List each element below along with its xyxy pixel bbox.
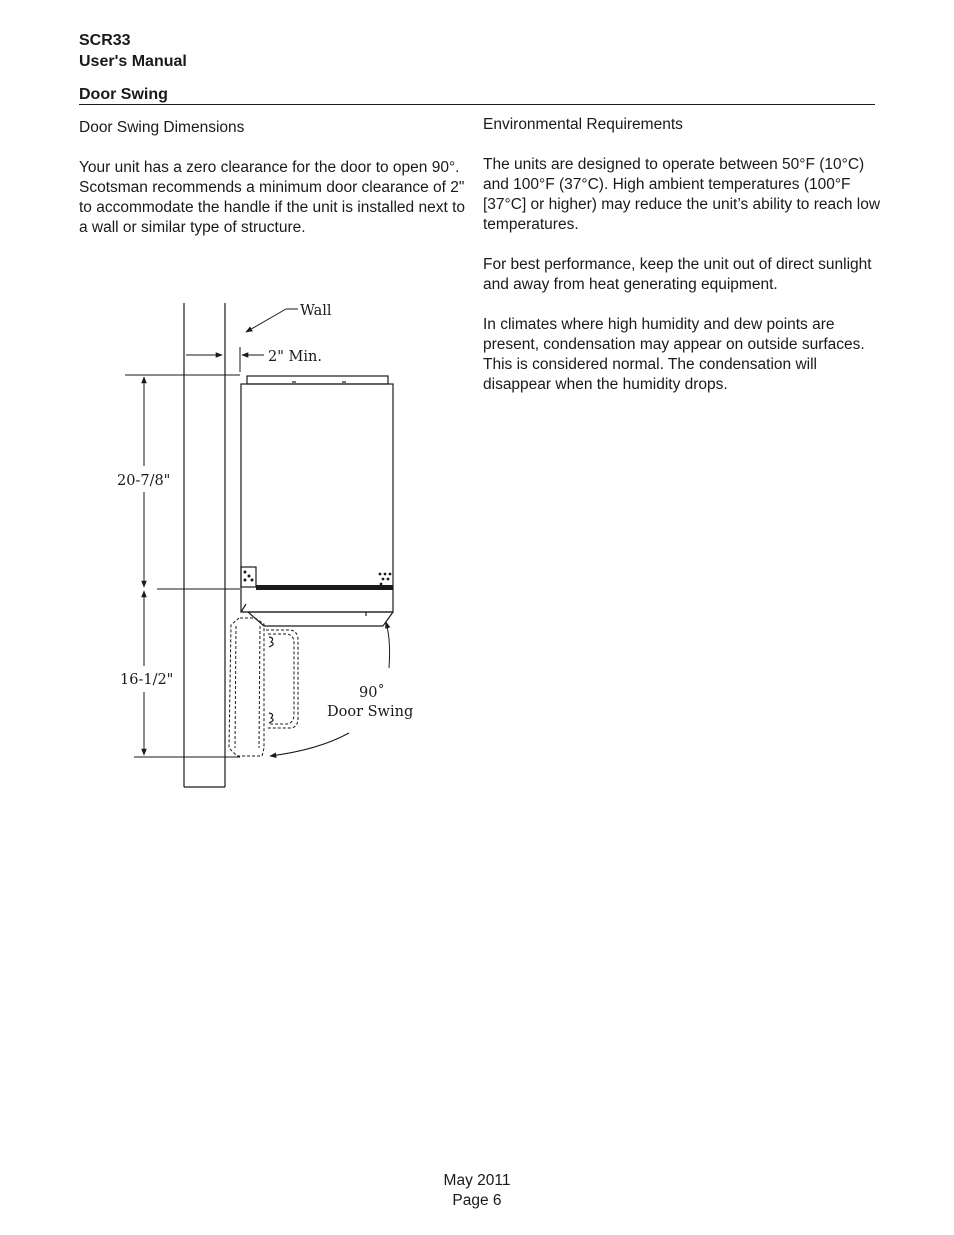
door-open-outline xyxy=(229,618,298,756)
wall-label: Wall xyxy=(300,303,332,319)
left-paragraph: Your unit has a zero clearance for the door to open 90°. Scotsman recommends a minimum door clearance of 2" to accommodate the handle if the unit is installed next to a wall or similar type of structure. xyxy=(79,159,466,236)
right-paragraph-1: The units are designed to operate between 50°F (10°C) and 100°F (37°C). High ambient temperatures (100°F [37°C] or higher) may reduce the unit’s ability to reach low temperatures. xyxy=(483,156,881,233)
hinge-marks xyxy=(244,571,392,586)
clearance-label: 2" Min. xyxy=(268,349,322,365)
swing-angle-label: 90˚ xyxy=(359,685,385,701)
wall-drawing xyxy=(184,303,225,787)
right-paragraph-3: In climates where high humidity and dew points are present, condensation may appear on outside surfaces. This is considered normal. The condensation will disappear when the humidity drops. xyxy=(483,316,865,393)
door-closed xyxy=(248,612,393,626)
door-swing-diagram xyxy=(100,295,440,795)
page-number: Page 6 xyxy=(452,1192,502,1209)
footer-date: May 2011 xyxy=(443,1172,511,1189)
unit-body xyxy=(241,376,393,612)
left-heading: Door Swing Dimensions xyxy=(79,119,245,136)
right-heading: Environmental Requirements xyxy=(483,116,683,133)
section-divider xyxy=(79,104,875,105)
door-extension-label: 16-1/2" xyxy=(120,672,174,688)
section-title: Door Swing xyxy=(79,86,168,103)
left-column xyxy=(79,118,471,258)
manual-model: SCR33 xyxy=(79,32,131,49)
right-column xyxy=(483,115,883,415)
manual-title: User's Manual xyxy=(79,53,187,70)
handle-screws xyxy=(269,637,273,723)
right-paragraph-2: For best performance, keep the unit out of direct sunlight and away from heat generating equipment. xyxy=(483,256,872,293)
depth-label: 20-7/8" xyxy=(117,473,171,489)
depth-dimension xyxy=(125,375,240,757)
swing-label: Door Swing xyxy=(327,704,414,720)
wall-leader xyxy=(246,309,298,332)
door-seal-band xyxy=(256,585,393,590)
